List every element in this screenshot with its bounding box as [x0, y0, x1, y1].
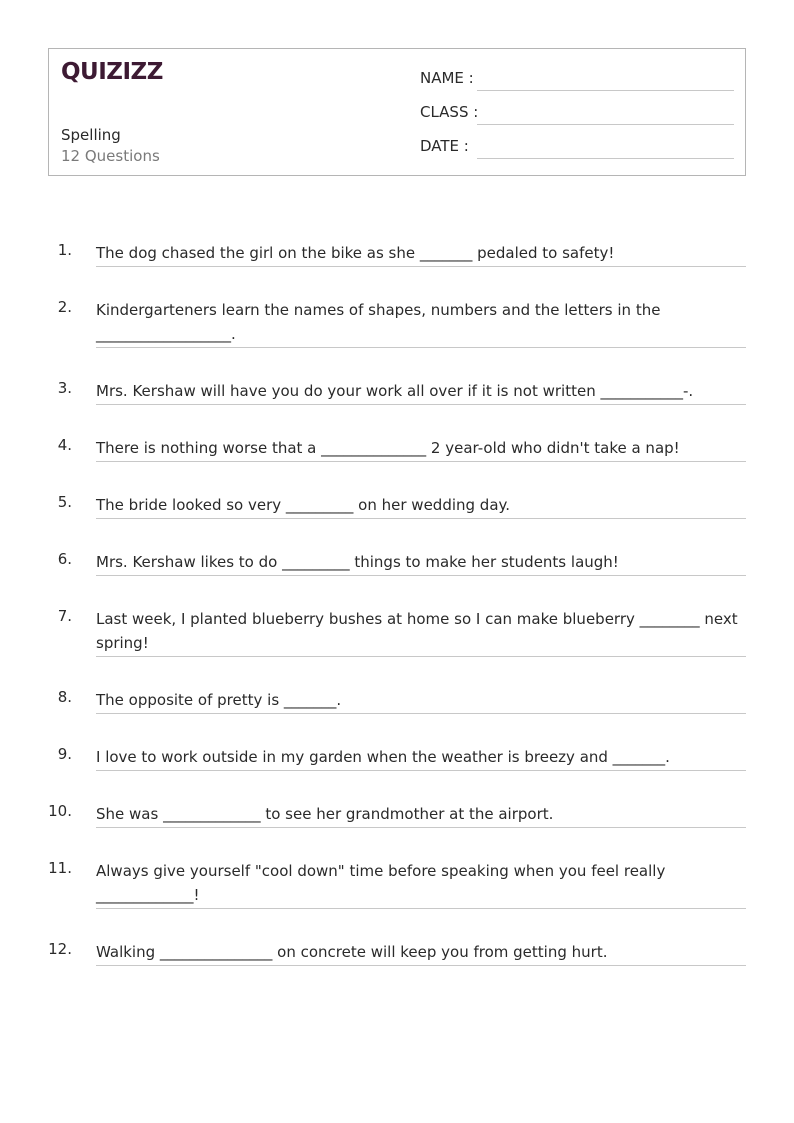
question-number: 3. [57, 379, 72, 397]
question-text: Mrs. Kershaw will have you do your work all over if it is not written ___________-. [96, 379, 746, 405]
question-number: 7. [57, 607, 72, 625]
question-text: There is nothing worse that a ______________ 2 year-old who didn't take a nap! [96, 436, 746, 462]
question-number: 1. [57, 241, 72, 259]
question-number: 11. [48, 859, 72, 877]
question-text: She was _____________ to see her grandmother at the airport. [96, 802, 746, 828]
quizizz-logo: QUIZIZZ [61, 59, 163, 85]
name-field[interactable] [420, 69, 734, 91]
question-text: The opposite of pretty is _______. [96, 688, 746, 714]
question-number: 5. [57, 493, 72, 511]
worksheet-header [48, 48, 746, 176]
question-number: 4. [57, 436, 72, 454]
quiz-title: Spelling [61, 126, 121, 144]
class-label: CLASS : [420, 103, 479, 121]
question-text: The dog chased the girl on the bike as she _______ pedaled to safety! [96, 241, 746, 267]
question-number: 8. [57, 688, 72, 706]
class-field[interactable] [420, 103, 734, 125]
question-text: Last week, I planted blueberry bushes at home so I can make blueberry ________ next spring! [96, 607, 746, 657]
question-count: 12 Questions [61, 147, 160, 165]
question-text: I love to work outside in my garden when the weather is breezy and _______. [96, 745, 746, 771]
question-text: Walking _______________ on concrete will keep you from getting hurt. [96, 940, 746, 966]
question-text: Always give yourself "cool down" time before speaking when you feel really _____________! [96, 859, 746, 909]
name-label: NAME : [420, 69, 474, 87]
date-line[interactable] [477, 158, 734, 159]
name-line[interactable] [477, 90, 734, 91]
question-number: 9. [57, 745, 72, 763]
question-text: Kindergarteners learn the names of shapes, numbers and the letters in the __________________. [96, 298, 746, 348]
question-text: Mrs. Kershaw likes to do _________ things to make her students laugh! [96, 550, 746, 576]
class-line[interactable] [477, 124, 734, 125]
question-text: The bride looked so very _________ on her wedding day. [96, 493, 746, 519]
question-number: 6. [57, 550, 72, 568]
question-number: 2. [57, 298, 72, 316]
question-number: 12. [48, 940, 72, 958]
question-number: 10. [48, 802, 72, 820]
date-field[interactable] [420, 137, 734, 159]
date-label: DATE : [420, 137, 469, 155]
